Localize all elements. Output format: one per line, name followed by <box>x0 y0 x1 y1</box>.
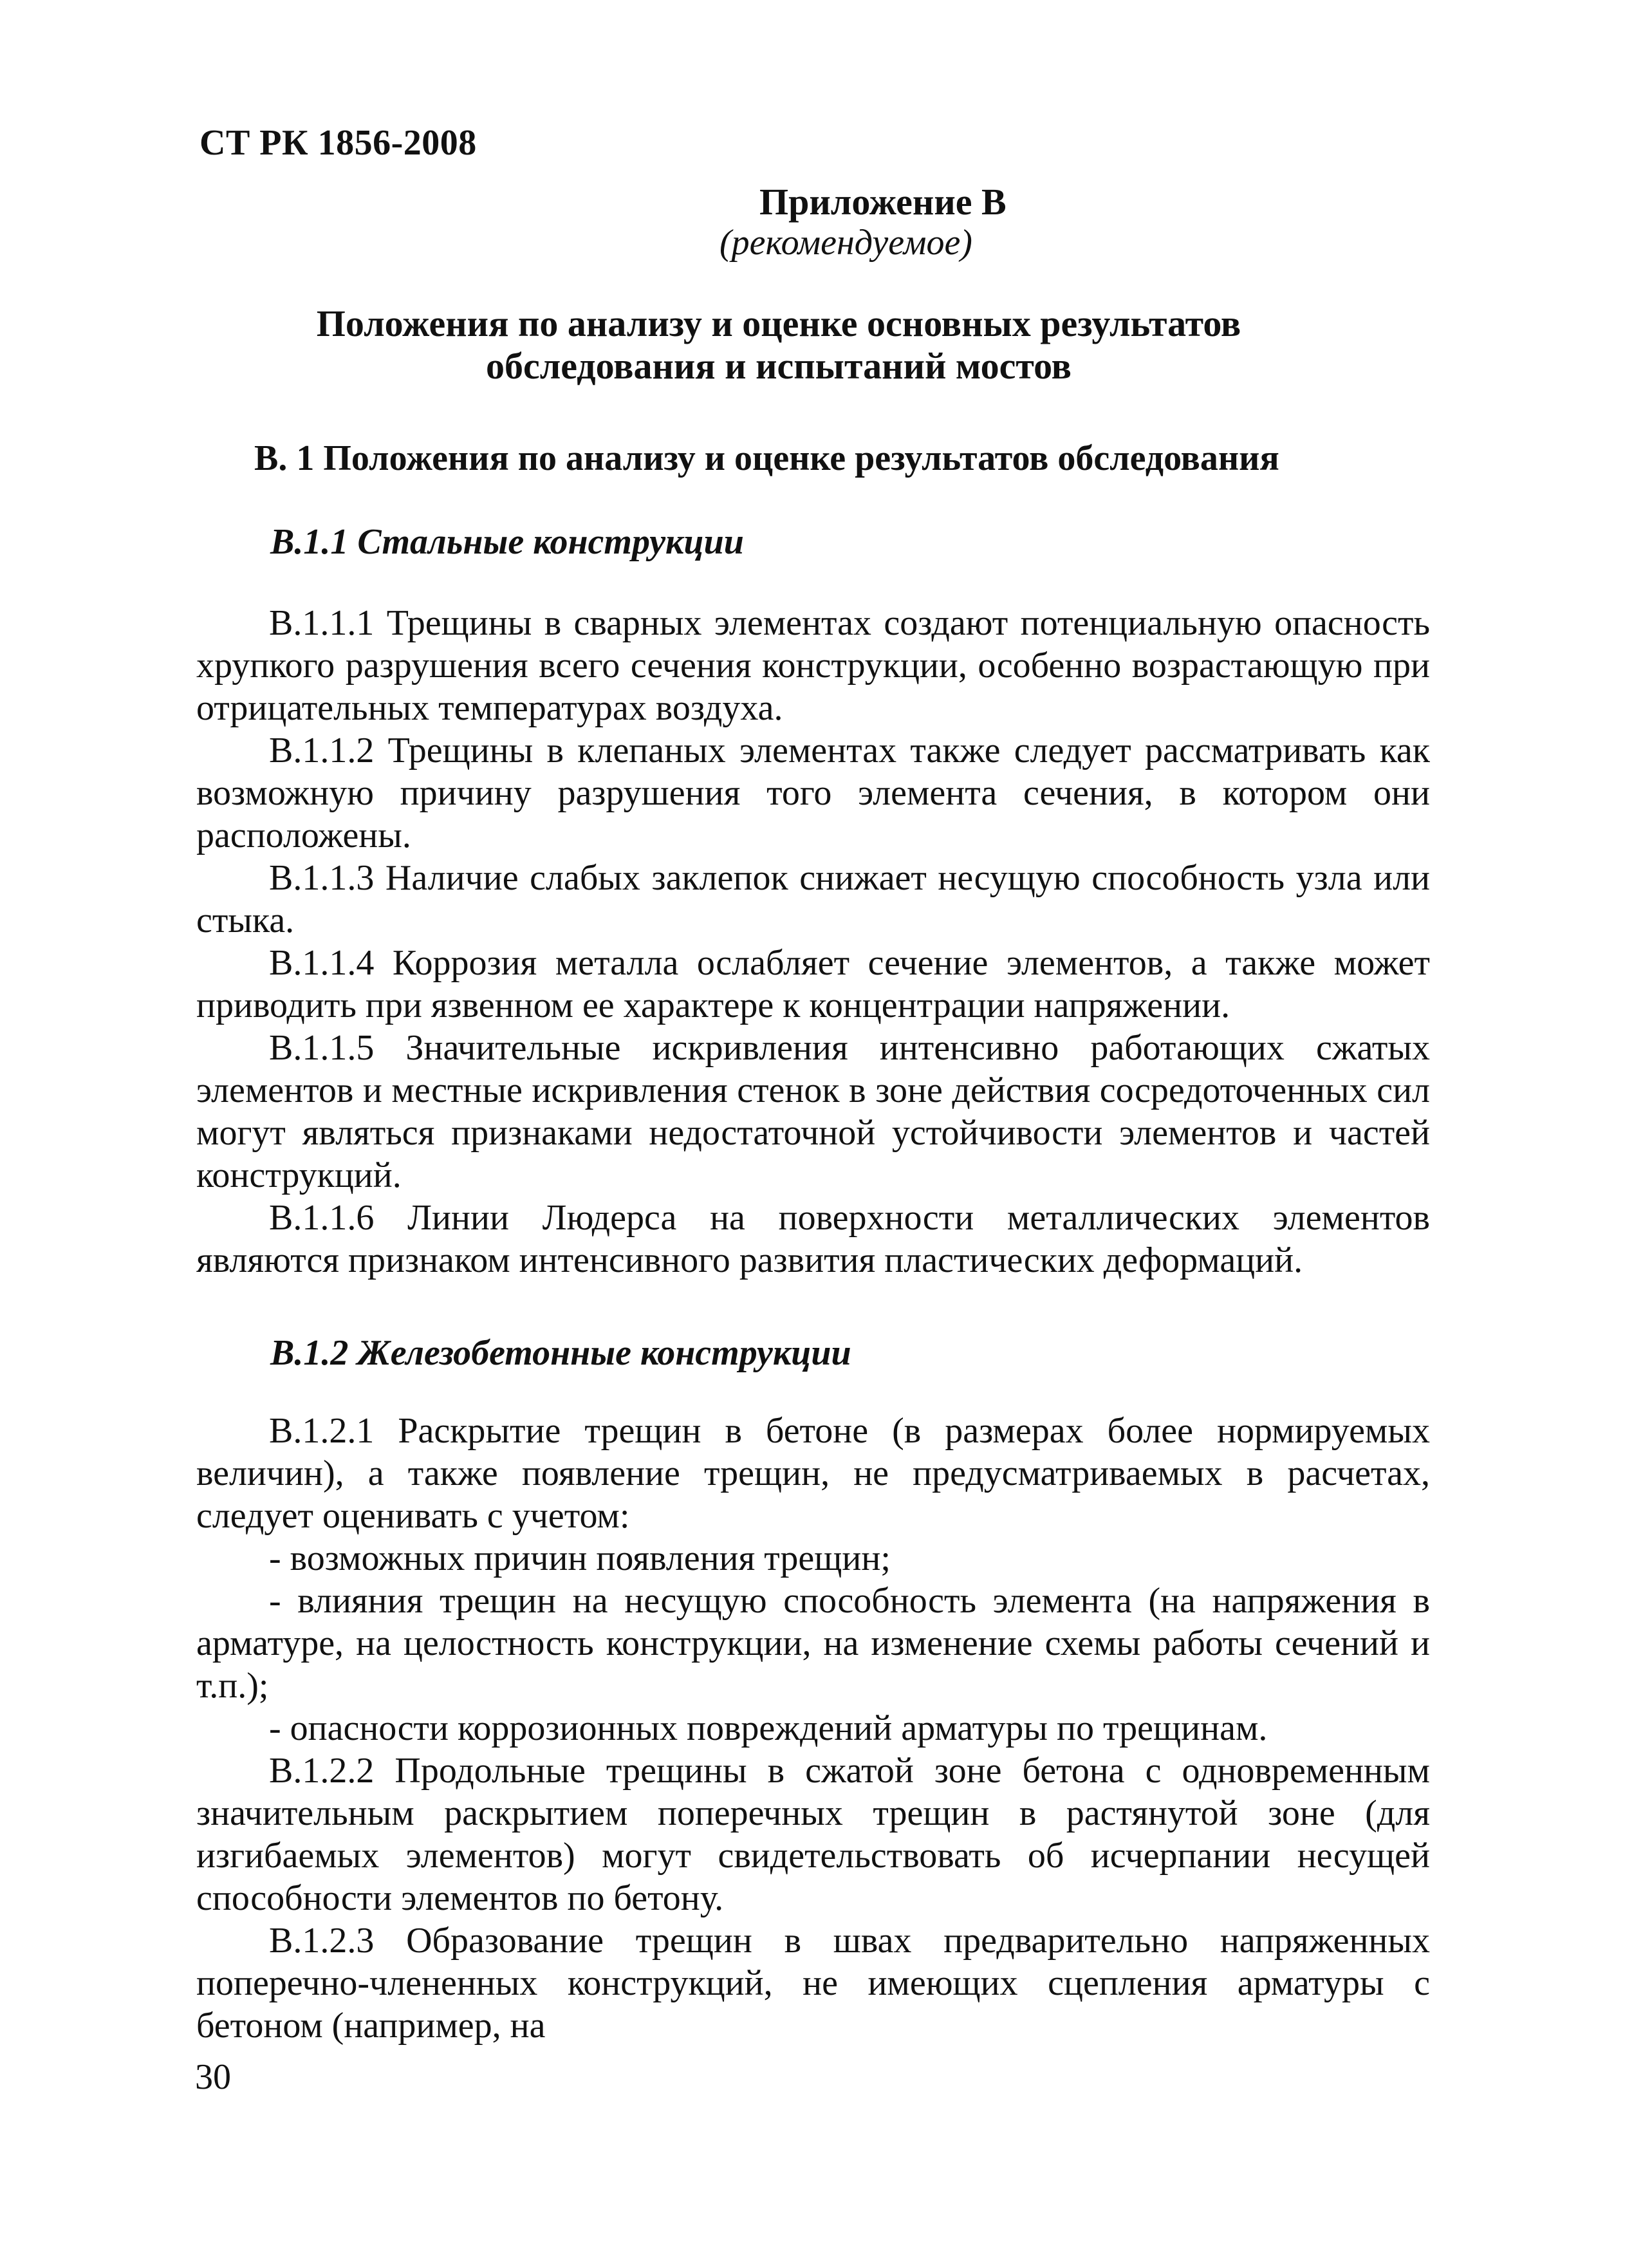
paragraph-b112: В.1.1.2 Трещины в клепаных элементах также следует рассматривать как возможную причину разрушения того элемента сечения, в котором они расположены. <box>196 731 1430 855</box>
subsection-heading-steel: В.1.1 Стальные конструкции <box>270 522 744 562</box>
concrete-paragraphs <box>196 1410 1430 2047</box>
list-item-corrosion: - опасности коррозионных повреждений арматуры по трещинам. <box>269 1708 1268 1748</box>
paragraph-b116: В.1.1.6 Линии Людерса на поверхности металлических элементов являются признаком интенсивного развития пластических деформаций. <box>196 1198 1430 1280</box>
list-item-causes: - возможных причин появления трещин; <box>269 1538 891 1578</box>
paragraph-b111: В.1.1.1 Трещины в сварных элементах создают потенциальную опасность хрупкого разрушения всего сечения конструкции, особенно возрастающую при отрицательных температурах воздуха. <box>196 603 1430 728</box>
page-number: 30 <box>195 2057 231 2097</box>
paragraph-b123: В.1.2.3 Образование трещин в швах предварительно напряженных поперечно-члененных конструкций, не имеющих сцепления арматуры с бетоном (например, на <box>196 1921 1430 2046</box>
paragraph-b113: В.1.1.3 Наличие слабых заклепок снижает несущую способность узла или стыка. <box>196 858 1430 940</box>
main-title-line-2: обследования и испытаний мостов <box>485 345 1072 387</box>
document-code: СТ РК 1856-2008 <box>200 123 477 163</box>
paragraph-b114: В.1.1.4 Коррозия металла ослабляет сечение элементов, а также может приводить при язвенном ее характере к концентрации напряжении. <box>196 943 1430 1025</box>
appendix-main-title <box>193 303 1364 387</box>
subsection-heading-concrete: В.1.2 Железобетонные конструкции <box>270 1333 851 1373</box>
appendix-title: Приложение В <box>759 181 1007 223</box>
paragraph-b122: В.1.2.2 Продольные трещины в сжатой зоне бетона с одновременным значительным раскрытием поперечных трещин в растянутой зоне (для изгибаемых элементов) могут свидетельствовать об исчерпании несущей способности элементов по бетону. <box>196 1751 1430 1918</box>
paragraph-b115: В.1.1.5 Значительные искривления интенсивно работающих сжатых элементов и местные искривления стенок в зоне действия сосредоточенных сил могут являться признаками недостаточной устойчивости элементов и частей конструкций. <box>196 1028 1430 1195</box>
list-item-bearing-capacity: - влияния трещин на несущую способность элемента (на напряжения в арматуре, на целостность конструкции, на изменение схемы работы сечений и т.п.); <box>196 1581 1430 1706</box>
section-heading-b1: В. 1 Положения по анализу и оценке результатов обследования <box>254 438 1279 478</box>
steel-paragraphs <box>196 602 1430 1282</box>
paragraph-b121: В.1.2.1 Раскрытие трещин в бетоне (в размерах более нормируемых величин), а также появление трещин, не предусматриваемых в расчетах, следует оценивать с учетом: <box>196 1411 1430 1536</box>
main-title-line-1: Положения по анализу и оценке основных результатов <box>316 303 1241 344</box>
appendix-status: (рекомендуемое) <box>719 223 972 263</box>
